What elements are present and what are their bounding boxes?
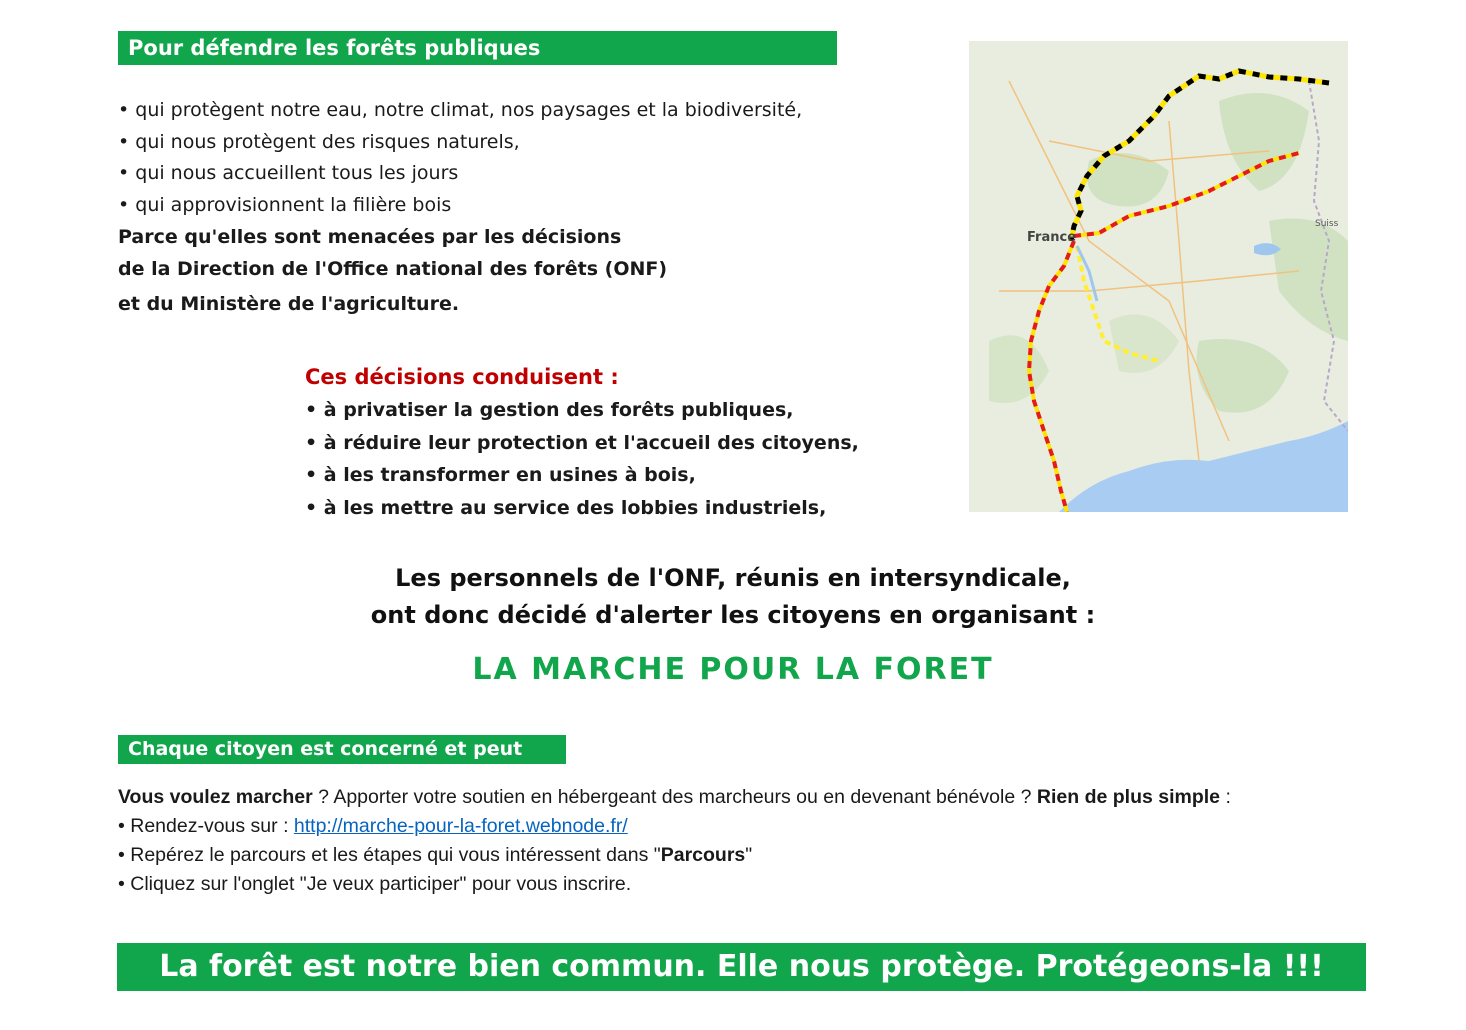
decisions-block (305, 360, 859, 524)
list-item: • qui nous accueillent tous les jours (118, 162, 459, 184)
participation-instructions (118, 783, 1231, 899)
threat-line: et du Ministère de l'agriculture. (118, 293, 460, 315)
route-map-svg (969, 41, 1348, 512)
threat-line: de la Direction de l'Office national des forêts (ONF) (118, 258, 668, 280)
section-title-defend: Pour défendre les forêts publiques (118, 31, 837, 65)
list-item: • à privatiser la gestion des forêts publiques, (305, 399, 794, 421)
list-item: • à les transformer en usines à bois, (305, 464, 696, 486)
map-label-france: France (1027, 230, 1077, 245)
footer-banner: La forêt est notre bien commun. Elle nous protège. Protégeons-la !!! (117, 943, 1366, 991)
website-link[interactable]: http://marche-pour-la-foret.webnode.fr/ (293, 815, 628, 837)
threat-line: Parce qu'elles sont menacées par les décisions (118, 226, 622, 248)
threat-statement (118, 221, 667, 320)
participation-intro: Vous voulez marcher ? Apporter votre soutien en hébergeant des marcheurs ou en devenant bénévole ? Rien de plus simple : (118, 786, 1231, 808)
list-item: • à les mettre au service des lobbies industriels, (305, 496, 827, 519)
announcement-line-1: Les personnels de l'ONF, réunis en intersyndicale, (395, 564, 1071, 592)
announcement-line-2: ont donc décidé d'alerter les citoyens en organisant : (370, 601, 1096, 629)
section-title-act: Chaque citoyen est concerné et peut agir. (118, 735, 566, 764)
event-title-logo: LA MARCHE POUR LA FORET (472, 652, 994, 687)
list-item: • qui approvisionnent la filière bois (118, 193, 452, 216)
list-item: • qui nous protègent des risques naturels, (118, 130, 520, 153)
map-label-suisse: Suiss (1315, 219, 1339, 229)
decisions-heading: Ces décisions conduisent : (305, 365, 619, 389)
bullet: • (118, 162, 130, 184)
bullet: • (118, 193, 130, 216)
list-item: • Cliquez sur l'onglet "Je veux participer" pour vous inscrire. (118, 873, 632, 895)
bullet: • (118, 99, 130, 121)
list-item: • à réduire leur protection et l'accueil des citoyens, (305, 431, 859, 454)
decisions-list (305, 394, 859, 524)
list-item: • Repérez le parcours et les étapes qui vous intéressent dans "Parcours" (118, 844, 753, 866)
list-item: • qui protègent notre eau, notre climat, nos paysages et la biodiversité, (118, 99, 803, 121)
bullet: • (118, 130, 130, 153)
benefits-list (118, 95, 802, 221)
route-map-image (969, 41, 1348, 512)
list-item: • Rendez-vous sur : http://marche-pour-la-foret.webnode.fr/ (118, 815, 628, 837)
